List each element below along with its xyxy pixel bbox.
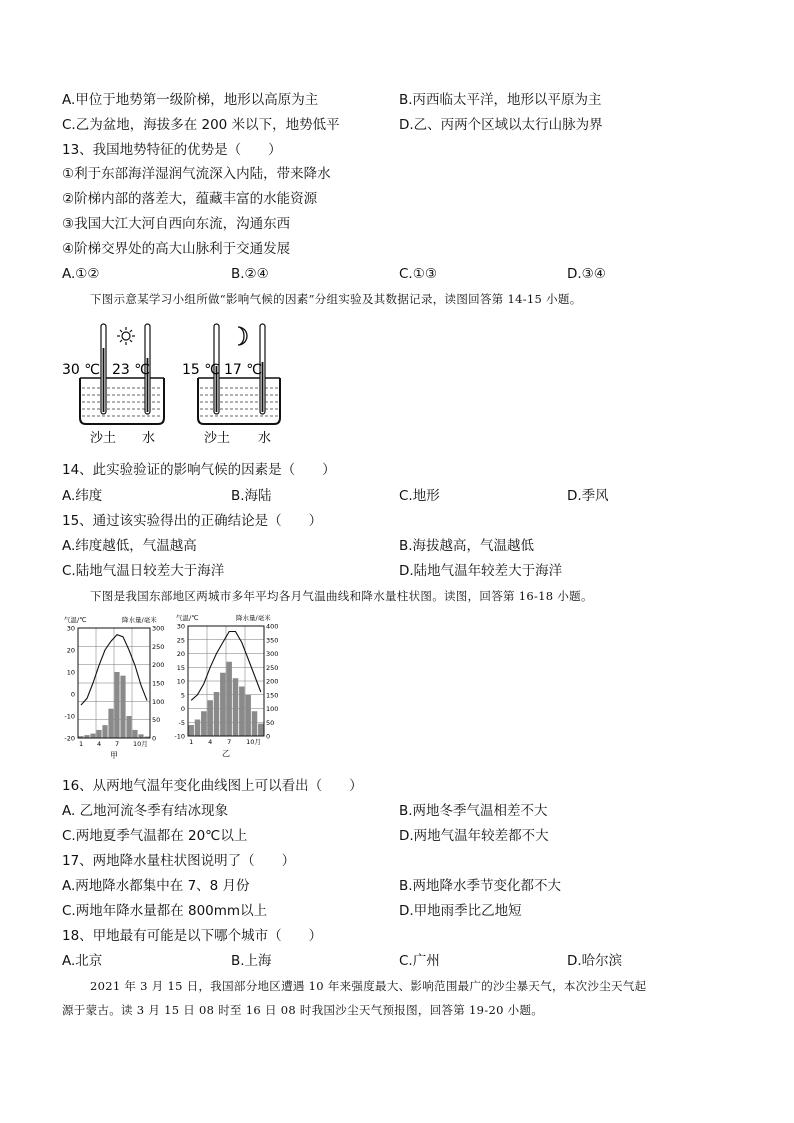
temp-tick-label: 30: [66, 624, 75, 633]
q18-option-d: D.哈尔滨: [567, 953, 623, 969]
thermometer-icon: [101, 324, 106, 414]
precip-tick-label: 250: [152, 642, 165, 651]
q16-stem: 16、从两地气温年变化曲线图上可以看出（ ）: [62, 778, 363, 794]
precip-bar: [114, 672, 119, 738]
q18-stem: 18、甲地最有可能是以下哪个城市（ ）: [62, 928, 323, 944]
intro-19-20-line1: 2021 年 3 月 15 日，我国部分地区遭遇 10 年来强度最大、影响范围最广的沙尘暴天气，本次沙尘天气起: [90, 979, 647, 993]
precip-bar: [252, 711, 258, 736]
q15-option-c: C.陆地气温日较差大于海洋: [62, 563, 225, 579]
q13-option-a: A.①②: [62, 266, 100, 282]
precip-bar: [239, 687, 245, 737]
precip-tick-label: 400: [266, 622, 279, 631]
q15-stem: 15、通过该实验得出的正确结论是（ ）: [62, 513, 323, 529]
chart-title: 甲: [110, 751, 118, 760]
q12-option-d: D.乙、丙两个区域以太行山脉为界: [399, 117, 603, 133]
intro-19-20-line2: 源于蒙古。读 3 月 15 日 08 时至 16 日 08 时我国沙尘天气预报图，回答第 19-20 小题。: [62, 1003, 544, 1017]
precip-tick-label: 100: [152, 697, 165, 706]
q13-item-3: ③我国大江大河自西向东流，沟通东西: [62, 216, 291, 232]
temp-tick-label: 10: [176, 677, 185, 686]
left-axis-label: 气温/℃: [176, 614, 199, 622]
q13-option-b: B.②④: [231, 266, 269, 282]
q15-option-a: A.纬度越低，气温越高: [62, 538, 197, 554]
night-sand-label: 沙土: [204, 431, 231, 446]
q15-option-b: B.海拔越高，气温越低: [399, 538, 535, 554]
temp-tick-label: -10: [174, 732, 185, 741]
q16-option-a: A. 乙地河流冬季有结冰现象: [62, 803, 229, 819]
precip-bar: [108, 709, 113, 738]
temp-tick-label: 25: [176, 636, 185, 645]
precip-bar: [188, 725, 194, 736]
temp-tick-label: 10: [66, 668, 75, 677]
day-sand-label: 沙土: [90, 431, 117, 446]
right-axis-label: 降水量/毫米: [236, 614, 271, 622]
temp-tick-label: 15: [176, 663, 185, 672]
precip-bar: [132, 730, 137, 738]
temp-tick-label: 0: [70, 690, 75, 699]
intro-16-18: 下图是我国东部地区两城市多年平均各月气温曲线和降水量柱状图。读图，回答第 16-18 小题。: [90, 589, 593, 603]
night-sand-temp: 15 ℃: [182, 362, 220, 378]
temp-tick-label: -20: [64, 734, 75, 743]
precip-bar: [90, 734, 95, 738]
q14-option-d: D.季风: [567, 488, 609, 504]
q18-option-c: C.广州: [399, 953, 440, 969]
precip-bar: [201, 711, 207, 736]
precip-bar: [96, 730, 101, 738]
q14-option-c: C.地形: [399, 488, 440, 504]
precip-tick-label: 150: [152, 679, 165, 688]
temp-tick-label: 20: [176, 650, 185, 658]
q17-option-a: A.两地降水都集中在 7、8 月份: [62, 878, 250, 894]
precip-bar: [214, 692, 220, 736]
q13-item-2: ②阶梯内部的落差大，蕴藏丰富的水能资源: [62, 191, 318, 207]
precip-tick-label: 300: [266, 650, 279, 658]
temp-tick-label: 30: [176, 622, 185, 631]
precip-bar: [120, 676, 125, 738]
temp-tick-label: 20: [66, 646, 75, 655]
intro-14-15: 下图示意某学习小组所做“影响气候的因素”分组实验及其数据记录，读图回答第 14-15 小题。: [90, 292, 582, 306]
month-tick-label: 1: [79, 740, 84, 748]
q15-option-d: D.陆地气温年较差大于海洋: [399, 563, 563, 579]
day-water-temp: 23 ℃: [112, 362, 150, 378]
climate-chart-jia: [62, 614, 172, 764]
q13-item-1: ①利于东部海洋湿润气流深入内陆，带来降水: [62, 166, 331, 182]
precip-bar: [245, 695, 251, 736]
right-axis-label: 降水量/毫米: [122, 616, 157, 624]
month-tick-label: 1: [189, 738, 194, 746]
month-tick-label: 10月: [246, 738, 261, 746]
day-container: [62, 324, 164, 446]
q12-option-c: C.乙为盆地，海拔多在 200 米以下，地势低平: [62, 117, 340, 133]
q14-stem: 14、此实验验证的影响气候的因素是（ ）: [62, 462, 336, 478]
q17-stem: 17、两地降水量柱状图说明了（ ）: [62, 853, 296, 869]
q17-option-d: D.甲地雨季比乙地短: [399, 903, 522, 919]
month-tick-label: 4: [208, 738, 213, 746]
sun-icon: [117, 327, 135, 345]
precip-tick-label: 300: [152, 624, 165, 633]
q16-option-d: D.两地气温年较差都不大: [399, 828, 549, 844]
day-water-label: 水: [142, 431, 156, 446]
climate-chart-yi: [174, 612, 286, 764]
precip-bar: [226, 662, 232, 736]
q17-option-b: B.两地降水季节变化都不大: [399, 878, 562, 894]
left-axis-label: 气温/℃: [64, 616, 87, 624]
precip-bar: [258, 724, 264, 736]
precip-tick-label: 50: [152, 716, 161, 725]
precip-tick-label: 150: [266, 691, 279, 700]
q12-option-b: B.丙西临太平洋，地形以平原为主: [399, 92, 602, 108]
q13-option-c: C.①③: [399, 266, 437, 282]
temp-tick-label: -10: [64, 712, 75, 721]
precip-tick-label: 0: [152, 734, 157, 743]
night-water-temp: 17 ℃: [224, 362, 262, 378]
month-tick-label: 10月: [133, 740, 148, 748]
moon-icon: [238, 327, 247, 345]
precip-tick-label: 200: [152, 661, 165, 670]
q16-option-b: B.两地冬季气温相差不大: [399, 803, 548, 819]
precip-tick-label: 0: [266, 732, 271, 741]
night-water-label: 水: [258, 431, 272, 446]
precip-bar: [102, 725, 107, 738]
precip-tick-label: 200: [266, 677, 279, 686]
q17-option-c: C.两地年降水量都在 800mm以上: [62, 903, 268, 919]
month-tick-label: 7: [227, 738, 232, 746]
experiment-figure: [58, 318, 288, 450]
temp-tick-label: 0: [180, 705, 185, 713]
precip-bar: [138, 734, 143, 738]
q18-option-b: B.上海: [231, 953, 272, 969]
chart-title: 乙: [222, 749, 230, 758]
precip-bar: [207, 700, 213, 736]
night-container: [182, 324, 280, 446]
q13-stem: 13、我国地势特征的优势是（ ）: [62, 142, 282, 158]
precip-tick-label: 50: [266, 718, 275, 727]
precip-bar: [233, 678, 239, 736]
precip-tick-label: 250: [266, 663, 279, 672]
precip-tick-label: 100: [266, 705, 279, 713]
q16-option-c: C.两地夏季气温都在 20℃以上: [62, 828, 248, 844]
precip-bar: [220, 673, 226, 736]
month-tick-label: 4: [97, 740, 102, 748]
q14-option-a: A.纬度: [62, 488, 103, 504]
temp-tick-label: -5: [178, 718, 185, 727]
q14-option-b: B.海陆: [231, 488, 272, 504]
temp-tick-label: 5: [180, 691, 185, 700]
q18-option-a: A.北京: [62, 953, 103, 969]
precip-bar: [126, 716, 131, 738]
q13-item-4: ④阶梯交界处的高大山脉利于交通发展: [62, 241, 291, 257]
day-sand-temp: 30 ℃: [62, 362, 100, 378]
q13-option-d: D.③④: [567, 266, 606, 282]
precip-tick-label: 350: [266, 636, 279, 645]
precip-bar: [195, 720, 201, 737]
q12-option-a: A.甲位于地势第一级阶梯，地形以高原为主: [62, 92, 319, 108]
month-tick-label: 7: [115, 740, 120, 748]
